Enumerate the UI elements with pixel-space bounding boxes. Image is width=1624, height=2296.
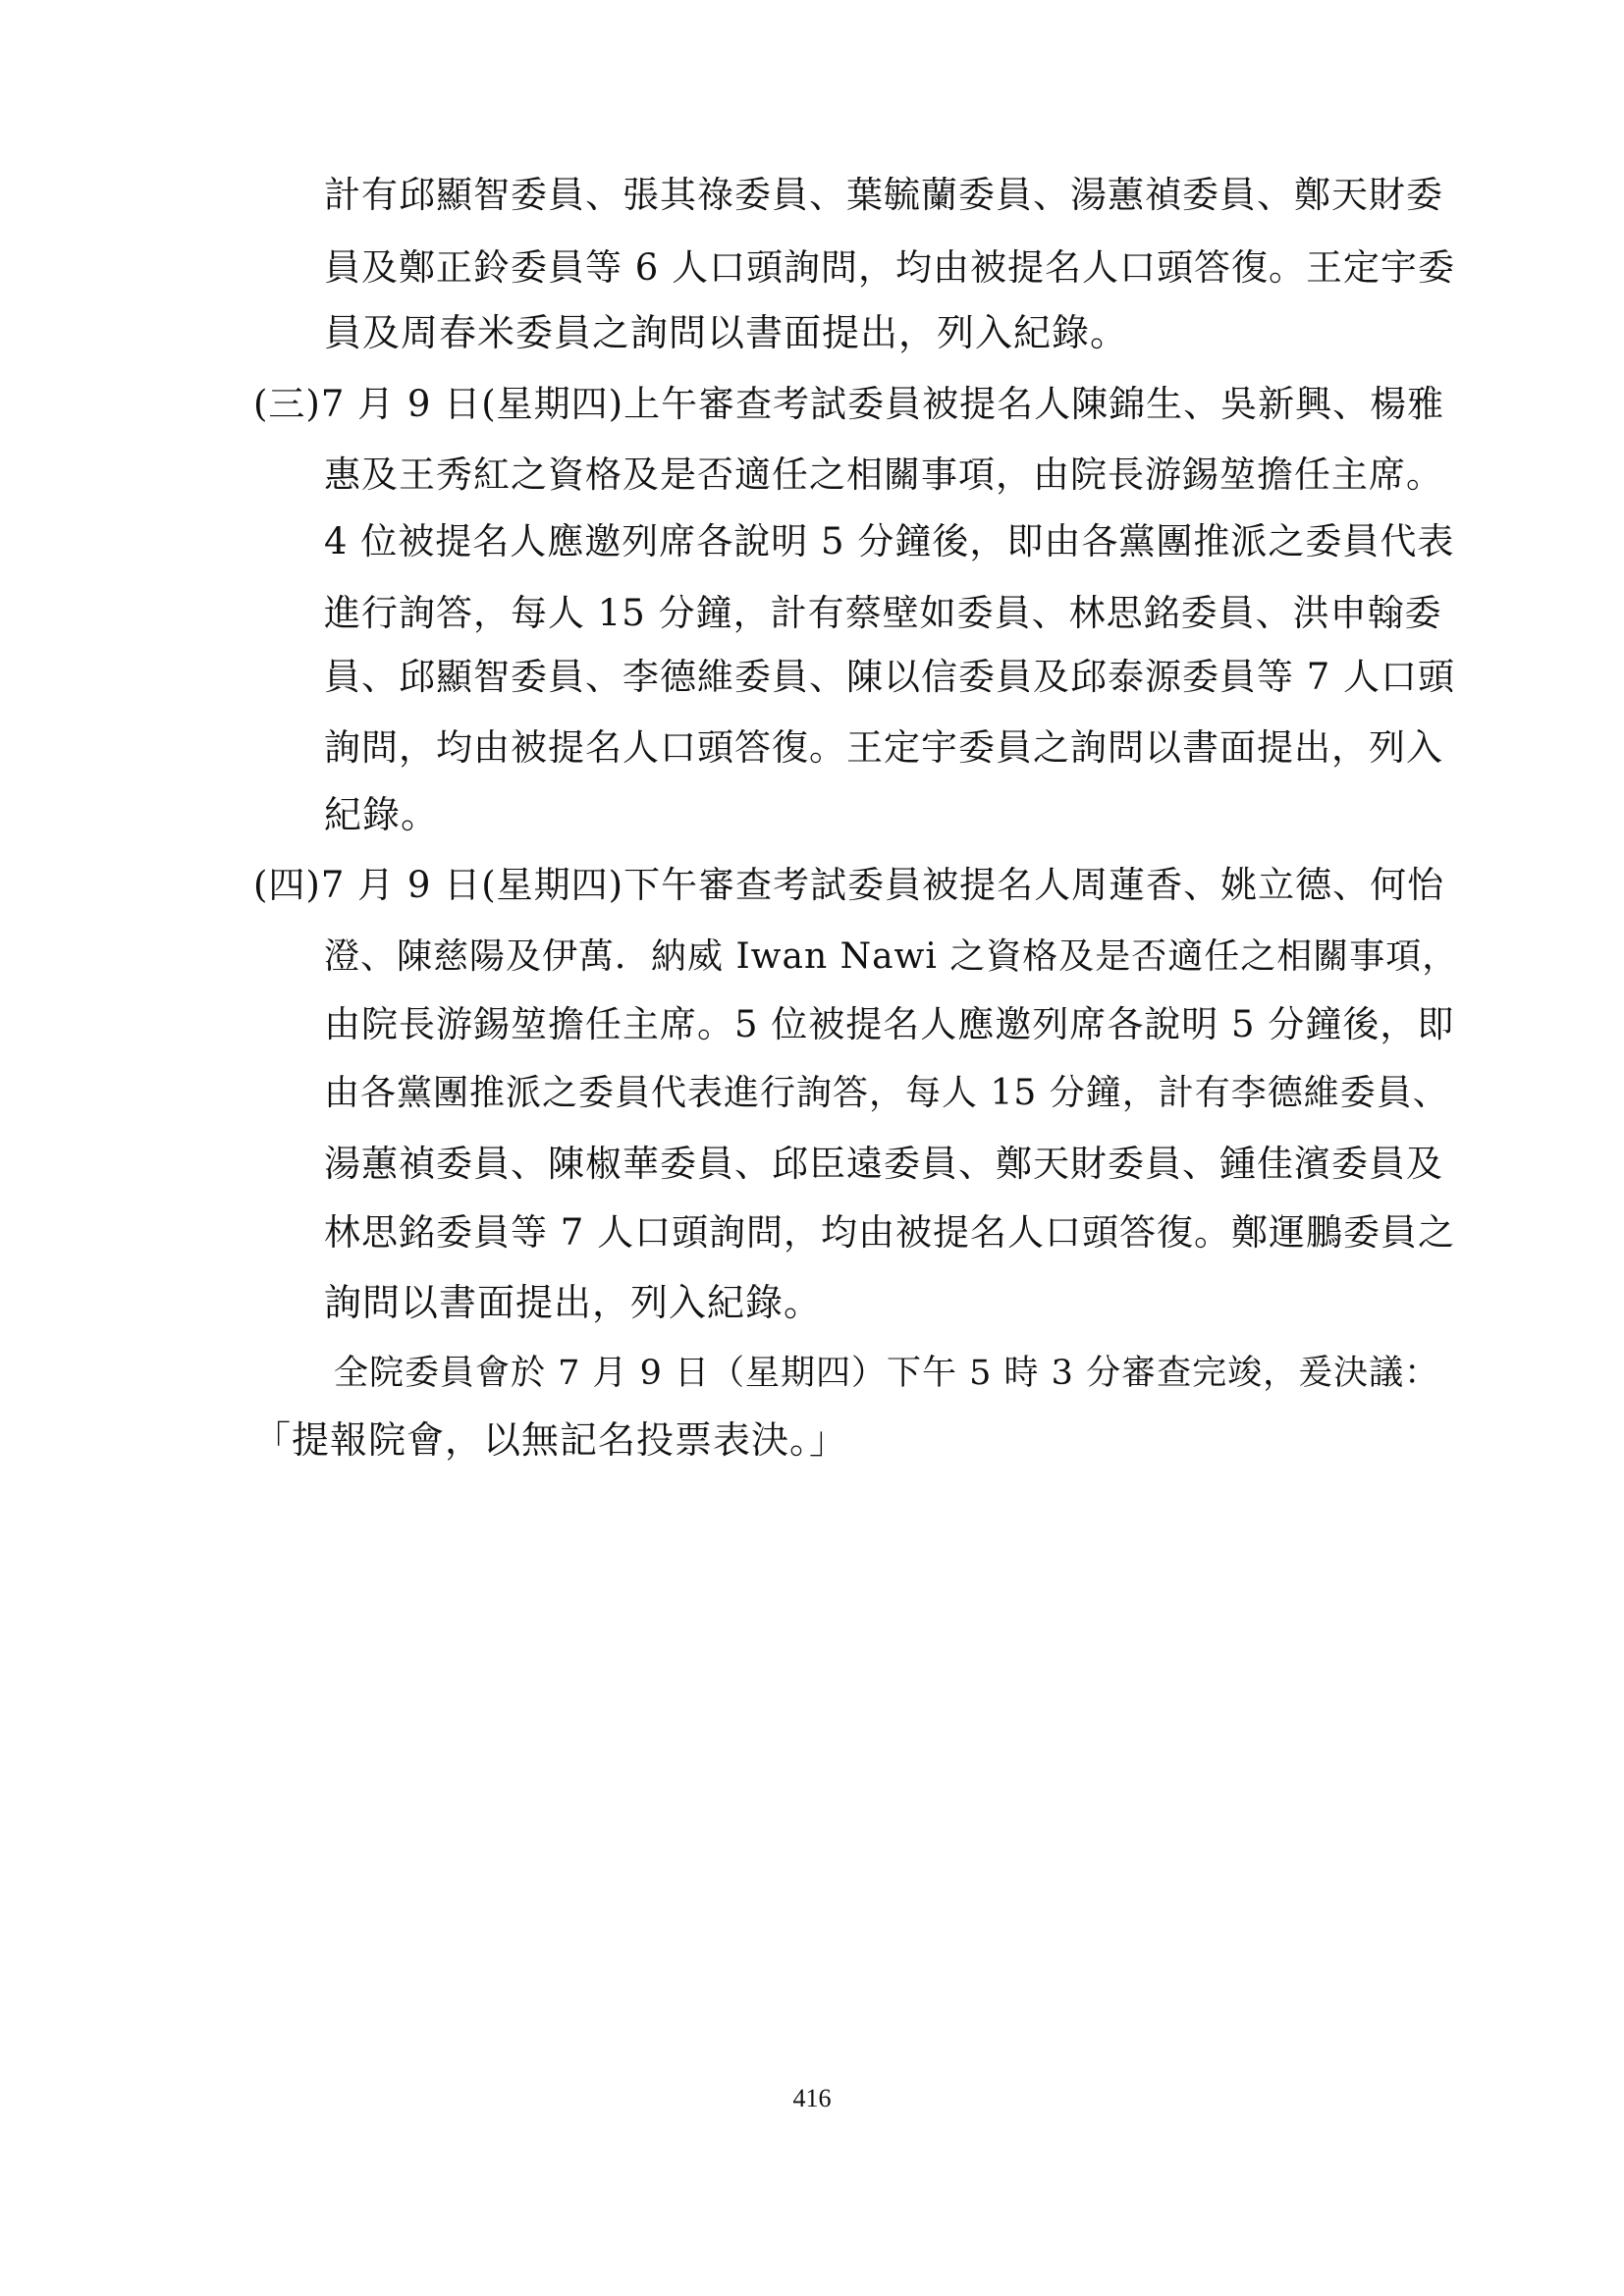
paragraph-1-line-1: 計有邱顯智委員、張其祿委員、葉毓蘭委員、湯蕙禎委員、鄭天財委 — [324, 174, 1443, 216]
paragraph-2-line-2: 惠及王秀紅之資格及是否適任之相關事項，由院長游錫堃擔任主席。 — [324, 454, 1443, 496]
paragraph-1-line-2: 員及鄭正鈴委員等 6 人口頭詢問，均由被提名人口頭答復。王定宇委 — [324, 246, 1456, 289]
paragraph-2-line-5: 員、邱顯智委員、李德維委員、陳以信委員及邱泰源委員等 7 人口頭 — [324, 656, 1456, 698]
paragraph-4-line-1: 全院委員會於 7 月 9 日（星期四）下午 5 時 3 分審查完竣，爰決議： — [334, 1354, 1440, 1393]
paragraph-2-line-7: 紀錄。 — [324, 793, 440, 836]
paragraph-3-line-2: 澄、陳慈陽及伊萬．納威 Iwan Nawi 之資格及是否適任之相關事項， — [324, 936, 1459, 977]
paragraph-3-line-3: 由院長游錫堃擔任主席。5 位被提名人應邀列席各說明 5 分鐘後，即 — [324, 1003, 1455, 1045]
paragraph-2-line-1: (三)7 月 9 日(星期四)上午審查考試委員被提名人陳錦生、吳新興、楊雅 — [253, 383, 1445, 425]
paragraph-3-line-1: (四)7 月 9 日(星期四)下午審查考試委員被提名人周蓮香、姚立德、何怡 — [253, 864, 1445, 906]
paragraph-3-line-4: 由各黨團推派之委員代表進行詢答，每人 15 分鐘，計有李德維委員、 — [324, 1073, 1449, 1113]
paragraph-3-line-5: 湯蕙禎委員、陳椒華委員、邱臣遠委員、鄭天財委員、鍾佳濱委員及 — [324, 1143, 1443, 1185]
paragraph-3-line-7: 詢問以書面提出，列入紀錄。 — [324, 1281, 823, 1324]
paragraph-1-line-3: 員及周春米委員之詢問以書面提出，列入紀錄。 — [324, 311, 1129, 354]
paragraph-2-line-3: 4 位被提名人應邀列席各說明 5 分鐘後，即由各黨團推派之委員代表 — [324, 520, 1455, 562]
paragraph-2-line-6: 詢問，均由被提名人口頭答復。王定宇委員之詢問以書面提出，列入 — [324, 726, 1443, 769]
paragraph-2-line-4: 進行詢答，每人 15 分鐘，計有蔡壁如委員、林思銘委員、洪申翰委 — [324, 592, 1442, 634]
paragraph-3-line-6: 林思銘委員等 7 人口頭詢問，均由被提名人口頭答復。鄭運鵬委員之 — [324, 1211, 1456, 1254]
paragraph-4-line-2: 「提報院會，以無記名投票表決。」 — [253, 1418, 848, 1462]
page-number: 416 — [792, 2084, 832, 2112]
